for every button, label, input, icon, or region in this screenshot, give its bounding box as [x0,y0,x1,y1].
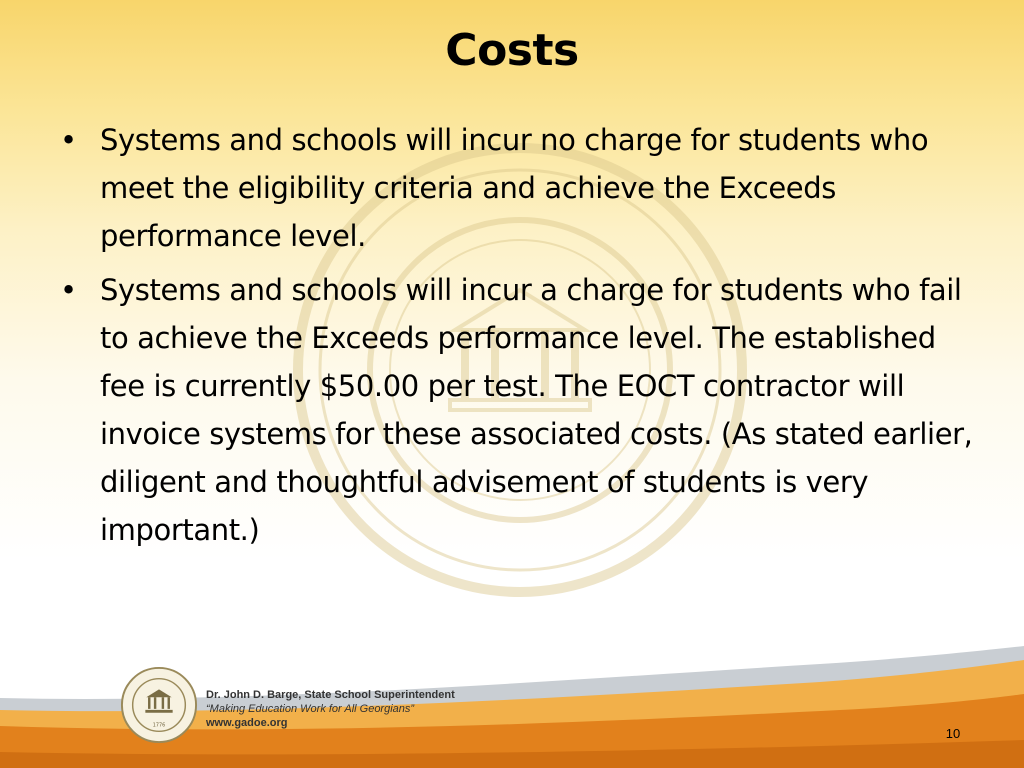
footer-website-link[interactable]: www.gadoe.org [206,717,288,729]
page-number: 10 [945,726,961,741]
bullet-item [56,116,976,260]
department-of-education-seal-icon [120,666,198,744]
footer-superintendent: Dr. John D. Barge, State School Superintendent [206,689,455,701]
footer-slogan: “Making Education Work for All Georgians” [206,703,415,715]
bullet-dot-icon: • [60,273,77,307]
svg-text:1776: 1776 [152,722,166,729]
slide-title: Costs [445,25,579,76]
bullet-text: Systems and schools will incur no charge for students who meet the eligibility criteria and achieve the Exceeds performance level. [100,123,929,253]
bullet-dot-icon: • [60,123,77,157]
bullet-item [56,266,976,554]
bullet-text: Systems and schools will incur a charge for students who fail to achieve the Exceeds performance level. The established fee is currently $50.00 per test. The EOCT contractor will invoice systems for these associated costs. (As stated earlier, diligent and thoughtful advisement of students is very important.) [100,273,973,547]
bullet-list [56,116,976,560]
footer-info [206,688,455,730]
